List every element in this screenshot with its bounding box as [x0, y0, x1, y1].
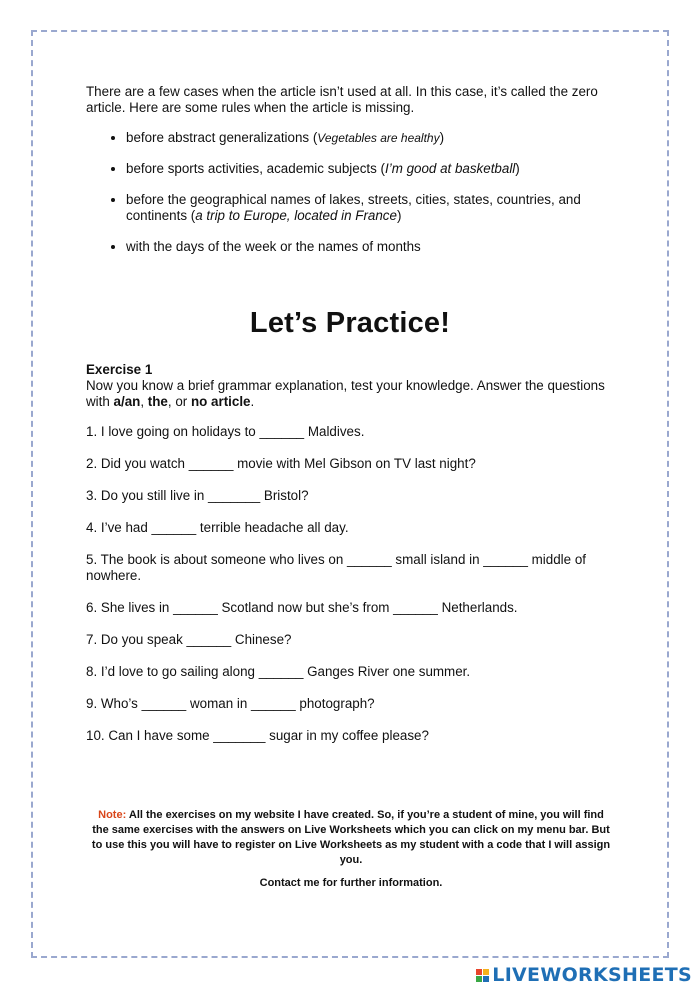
exercise-section: [86, 362, 626, 760]
liveworksheets-logo[interactable]: [476, 964, 692, 986]
intro-paragraph: There are a few cases when the article isn’t used at all. In this case, it’s called the zero article. Here are some rules when the article is missing.: [86, 84, 598, 115]
rule-example: Vegetables are healthy: [317, 131, 440, 145]
question-item: 4. I’ve had ______ terrible headache all day.: [86, 520, 349, 535]
rule-item: • before the geographical names of lakes, streets, cities, states, countries, and continents (a trip to Europe, located in France): [126, 192, 626, 224]
question-item: 7. Do you speak ______ Chinese?: [86, 632, 292, 647]
note-text: Note: All the exercises on my website I have created. So, if you’re a student of mine, you will find the same exercises with the answers on Live Worksheets which you can click on my menu bar. But to use this you will have to register on Live Worksheets as my student with a code that I will assign you.: [91, 809, 611, 866]
page-title: Let’s Practice!: [249, 307, 451, 339]
question-item: 6. She lives in ______ Scotland now but she’s from ______ Netherlands.: [86, 600, 518, 615]
question-item: 1. I love going on holidays to ______ Maldives.: [86, 424, 365, 439]
exercise-title: Exercise 1: [86, 362, 153, 377]
rule-item: • before abstract generalizations (Vegetables are healthy): [126, 130, 626, 146]
question-item: 9. Who’s ______ woman in ______ photograph?: [86, 696, 375, 711]
zero-article-rules: [86, 130, 626, 255]
question-item: 3. Do you still live in _______ Bristol?: [86, 488, 309, 503]
contact-line: Contact me for further information.: [259, 877, 443, 889]
rule-example: a trip to Europe, located in France: [195, 208, 397, 223]
rule-item: • with the days of the week or the names of months: [126, 239, 626, 255]
question-item: 10. Can I have some _______ sugar in my coffee please?: [86, 728, 429, 743]
question-item: 5. The book is about someone who lives on ______ small island in ______ middle of nowhere.: [86, 552, 586, 583]
question-item: 8. I’d love to go sailing along ______ Ganges River one summer.: [86, 664, 471, 679]
intro-section: [86, 84, 626, 270]
liveworksheets-logo-icon: [476, 969, 489, 982]
note-box: [90, 808, 612, 891]
rule-item: • before sports activities, academic subjects (I’m good at basketball): [126, 161, 626, 177]
note-label: Note:: [98, 809, 127, 821]
question-item: 2. Did you watch ______ movie with Mel Gibson on TV last night?: [86, 456, 476, 471]
question-list: [86, 424, 626, 744]
logo-text: LIVEWORKSHEETS: [492, 964, 692, 986]
rule-example: I’m good at basketball: [385, 161, 516, 176]
exercise-instructions: Now you know a brief grammar explanation, test your knowledge. Answer the questions with a/an, the, or no article.: [86, 378, 605, 409]
